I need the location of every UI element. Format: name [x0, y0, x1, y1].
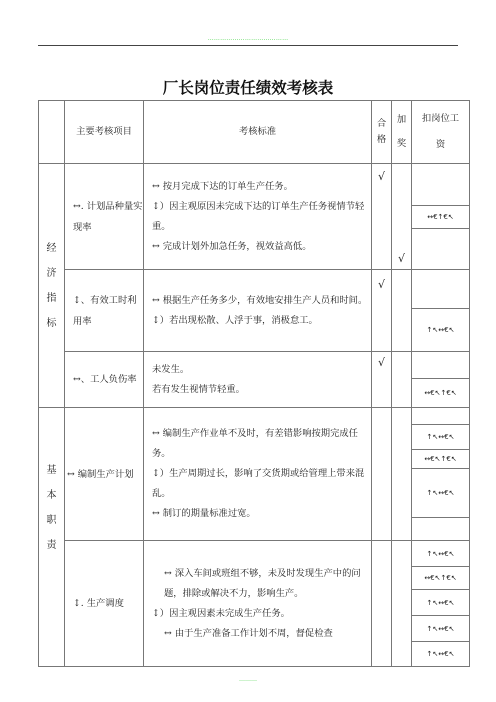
item-cell: ↔、工人负伤率 [65, 352, 144, 408]
col-header-standard: 考核标准 [144, 101, 372, 164]
deduct-amount: ↑↖↔€↖ [412, 541, 469, 567]
bonus-cell [392, 352, 412, 408]
category-economic [39, 164, 65, 408]
deduct-amount: ↔€↑€↖ [412, 206, 469, 229]
col-header-deduct [412, 101, 470, 164]
standard-line: ↕）因主观因素未完成生产任务。 [152, 607, 290, 619]
bonus-cell [392, 408, 412, 541]
deduct-amount: ↑↖↔€↖ [412, 469, 469, 518]
standard-line: ↔ 完成计划外加急任务，视效益高低。 [152, 240, 312, 252]
deduct-amount: ↑↖↔€↖ [426, 326, 455, 334]
deduct-cell [412, 270, 470, 352]
deduct-subtable [412, 167, 469, 269]
table-header-row [39, 101, 470, 164]
deduct-empty [412, 270, 469, 309]
deduct-empty [412, 167, 469, 206]
col-header-pass-text: 合格 [376, 118, 387, 145]
category-basic [39, 408, 65, 667]
deduct-empty [412, 352, 469, 379]
deduct-amount: ↑↖↔€↖ [412, 590, 469, 616]
standard-cell [144, 352, 372, 408]
deduct-subtable [412, 270, 469, 351]
standard-line: 若有发生视情节轻重。 [152, 383, 245, 395]
col-header-bonus-text: 加奖 [396, 114, 407, 149]
standard-cell [144, 270, 372, 352]
bonus-cell [392, 164, 412, 270]
item-cell: ↔ 编制生产计划 [65, 408, 144, 541]
standard-line: ↕）生产周期过长，影响了交货期或给管理上带来混乱。 [152, 468, 365, 499]
deduct-empty [412, 229, 469, 270]
deduct-subtable [412, 408, 469, 540]
category-basic-text: 基本职责 [46, 465, 57, 551]
standard-line: ↔ 按月完成下达的订单生产任务。 [152, 180, 293, 192]
standard-line: 未发生。 [152, 363, 190, 375]
table-row [39, 352, 470, 408]
item-cell: ↕、有效工时利用率 [65, 270, 144, 352]
standard-cell [144, 164, 372, 270]
table-row [39, 408, 470, 541]
page-title: 厂长岗位责任绩效考核表 [162, 78, 334, 97]
deduct-empty [412, 518, 469, 541]
pass-cell [372, 270, 392, 352]
header-link[interactable]: ………………………………… [207, 35, 289, 42]
deduct-cell [412, 541, 470, 667]
standard-line: ↕）因主观原因未完成下达的订单生产任务视情节轻重。 [152, 200, 365, 232]
table-row [39, 541, 470, 667]
col-header-item: 主要考核项目 [65, 101, 144, 164]
deduct-subtable [412, 541, 469, 666]
check-mark: √ [397, 252, 405, 265]
col-header-pass [372, 101, 392, 164]
standard-cell [144, 541, 372, 667]
deduct-amount: ↑↖↔€↖ [426, 650, 455, 658]
standard-line: ↔ 根据生产任务多少，有效地安排生产人员和时间。 [152, 294, 368, 306]
category-economic-text: 经济指标 [46, 242, 57, 329]
item-cell: ↕. 生产调度 [65, 541, 144, 667]
pass-cell [372, 164, 392, 270]
footer-link[interactable]: ……… [239, 676, 257, 683]
pass-cell [372, 541, 392, 667]
bonus-cell [392, 541, 412, 667]
deduct-amount: ↔€↖↑€↖ [424, 389, 457, 397]
col-header-deduct-text: 扣岗位工资 [421, 113, 460, 150]
pass-cell [372, 352, 392, 408]
check-mark: √ [377, 170, 385, 183]
deduct-amount: ↔€↖↑€↖ [412, 567, 469, 590]
standard-line: ↔ 由于生产准备工作计划不周，督促检查 [164, 627, 333, 639]
assessment-table [38, 100, 470, 667]
standard-line: ↕）若出现松散、人浮于事，消极怠工。 [152, 314, 318, 326]
col-header-bonus [392, 101, 412, 164]
check-mark: √ [377, 356, 385, 369]
deduct-cell [412, 408, 470, 541]
corner-cell [39, 101, 65, 164]
deduct-cell [412, 352, 470, 408]
deduct-subtable [412, 352, 469, 407]
deduct-cell [412, 164, 470, 270]
deduct-amount: ↑↖↔€↖ [412, 616, 469, 642]
item-cell: ↔. 计划品种量实现率 [65, 164, 144, 270]
deduct-amount: ↔€↖↑€↖ [412, 450, 469, 469]
standard-line: ↔ 深入车间或班组不够，未及时发现生产中的问题，排除或解决不力，影响生产。 [164, 567, 361, 599]
table-row [39, 270, 470, 352]
check-mark: √ [377, 278, 385, 291]
standard-line: ↔ 编制生产作业单不及时，有差错影响按期完成任务。 [152, 428, 358, 459]
bonus-cell [392, 270, 412, 352]
deduct-amount: ↑↖↔€↖ [412, 425, 469, 450]
standard-line: ↔ 制订的期量标准过宽。 [152, 508, 256, 519]
table-row [39, 164, 470, 270]
deduct-empty [412, 408, 469, 425]
pass-cell [372, 408, 392, 541]
standard-cell [144, 408, 372, 541]
header-rule [38, 45, 458, 46]
